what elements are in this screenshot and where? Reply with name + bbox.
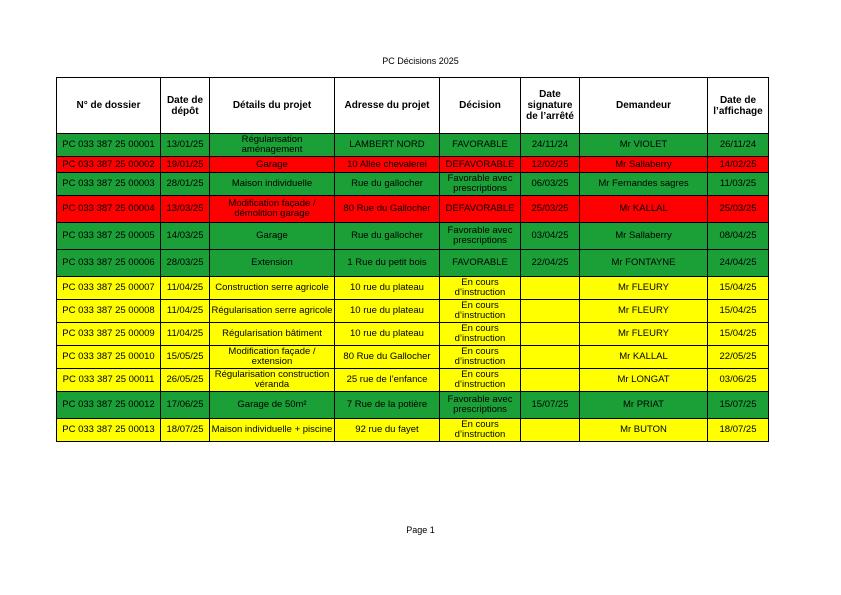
cell-details: Extension (210, 250, 335, 277)
cell-details: Maison individuelle + piscine (210, 419, 335, 442)
cell-depot: 28/03/25 (161, 250, 210, 277)
cell-demandeur: Mr VIOLET (580, 134, 708, 157)
table-row (57, 392, 769, 419)
cell-dossier: PC 033 387 25 00005 (57, 223, 161, 250)
cell-depot: 17/06/25 (161, 392, 210, 419)
cell-dossier: PC 033 387 25 00011 (57, 369, 161, 392)
cell-adresse: 80 Rue du Gallocher (335, 346, 440, 369)
cell-details: Garage de 50m² (210, 392, 335, 419)
table-row (57, 250, 769, 277)
cell-signature (521, 419, 580, 442)
cell-affichage: 22/05/25 (708, 346, 769, 369)
header-adresse: Adresse du projet (335, 78, 440, 134)
cell-depot: 19/01/25 (161, 157, 210, 173)
cell-decision: FAVORABLE (440, 250, 521, 277)
cell-adresse: LAMBERT NORD (335, 134, 440, 157)
cell-depot: 15/05/25 (161, 346, 210, 369)
cell-demandeur: Mr FLEURY (580, 277, 708, 300)
cell-demandeur: Mr FLEURY (580, 323, 708, 346)
table-row (57, 157, 769, 173)
cell-dossier: PC 033 387 25 00007 (57, 277, 161, 300)
cell-signature: 24/11/24 (521, 134, 580, 157)
cell-dossier: PC 033 387 25 00008 (57, 300, 161, 323)
cell-demandeur: Mr LONGAT (580, 369, 708, 392)
cell-decision: FAVORABLE (440, 134, 521, 157)
cell-decision: En cours d’instruction (440, 346, 521, 369)
cell-details: Régularisation bâtiment (210, 323, 335, 346)
cell-details: Maison individuelle (210, 173, 335, 196)
cell-affichage: 15/04/25 (708, 323, 769, 346)
cell-demandeur: Mr BUTON (580, 419, 708, 442)
header-date-signature: Date signature de l’arrêté (521, 78, 580, 134)
cell-demandeur: Mr FLEURY (580, 300, 708, 323)
cell-adresse: 1 Rue du petit bois (335, 250, 440, 277)
cell-demandeur: Mr Sallaberry (580, 157, 708, 173)
cell-decision: En cours d’instruction (440, 323, 521, 346)
cell-dossier: PC 033 387 25 00013 (57, 419, 161, 442)
cell-signature: 15/07/25 (521, 392, 580, 419)
cell-affichage: 15/04/25 (708, 300, 769, 323)
cell-demandeur: Mr Fernandes sagres (580, 173, 708, 196)
table-row (57, 173, 769, 196)
cell-signature: 25/03/25 (521, 196, 580, 223)
header-demandeur: Demandeur (580, 78, 708, 134)
cell-signature: 22/04/25 (521, 250, 580, 277)
cell-affichage: 15/07/25 (708, 392, 769, 419)
cell-affichage: 14/02/25 (708, 157, 769, 173)
table-row (57, 419, 769, 442)
cell-depot: 13/03/25 (161, 196, 210, 223)
table-header-row (57, 78, 769, 134)
cell-adresse: Rue du gallocher (335, 173, 440, 196)
cell-details: Construction serre agricole (210, 277, 335, 300)
cell-adresse: 10 rue du plateau (335, 300, 440, 323)
cell-signature: 12/02/25 (521, 157, 580, 173)
cell-depot: 11/04/25 (161, 323, 210, 346)
cell-details: Garage (210, 223, 335, 250)
cell-adresse: 7 Rue de la potière (335, 392, 440, 419)
table-row (57, 300, 769, 323)
header-date-depot: Date de dépôt (161, 78, 210, 134)
cell-details: Garage (210, 157, 335, 173)
cell-affichage: 26/11/24 (708, 134, 769, 157)
decisions-table (56, 77, 769, 442)
cell-signature: 06/03/25 (521, 173, 580, 196)
cell-dossier: PC 033 387 25 00004 (57, 196, 161, 223)
cell-signature (521, 300, 580, 323)
cell-signature: 03/04/25 (521, 223, 580, 250)
header-decision: Décision (440, 78, 521, 134)
cell-signature (521, 369, 580, 392)
cell-decision: En cours d’instruction (440, 419, 521, 442)
table-row (57, 196, 769, 223)
table-row (57, 223, 769, 250)
cell-affichage: 11/03/25 (708, 173, 769, 196)
cell-adresse: 80 Rue du Gallocher (335, 196, 440, 223)
cell-dossier: PC 033 387 25 00010 (57, 346, 161, 369)
cell-details: Modification façade / extension (210, 346, 335, 369)
cell-details: Modification façade / démolition garage (210, 196, 335, 223)
cell-dossier: PC 033 387 25 00003 (57, 173, 161, 196)
table-body (57, 134, 769, 442)
cell-demandeur: Mr Sallaberry (580, 223, 708, 250)
cell-signature (521, 323, 580, 346)
table-row (57, 369, 769, 392)
cell-adresse: 10 rue du plateau (335, 323, 440, 346)
header-details: Détails du projet (210, 78, 335, 134)
cell-depot: 26/05/25 (161, 369, 210, 392)
table-row (57, 346, 769, 369)
cell-adresse: 25 rue de l’enfance (335, 369, 440, 392)
cell-signature (521, 346, 580, 369)
cell-adresse: 10 Allée chevalerei (335, 157, 440, 173)
header-date-affichage: Date de l’affichage (708, 78, 769, 134)
cell-decision: En cours d’instruction (440, 277, 521, 300)
table-row (57, 277, 769, 300)
cell-details: Régularisation serre agricole (210, 300, 335, 323)
cell-decision: En cours d’instruction (440, 369, 521, 392)
cell-demandeur: Mr FONTAYNE (580, 250, 708, 277)
cell-depot: 11/04/25 (161, 300, 210, 323)
cell-details: Régularisation aménagement (210, 134, 335, 157)
cell-affichage: 15/04/25 (708, 277, 769, 300)
cell-dossier: PC 033 387 25 00002 (57, 157, 161, 173)
cell-dossier: PC 033 387 25 00001 (57, 134, 161, 157)
cell-depot: 13/01/25 (161, 134, 210, 157)
cell-affichage: 08/04/25 (708, 223, 769, 250)
cell-decision: En cours d’instruction (440, 300, 521, 323)
table-row (57, 134, 769, 157)
cell-depot: 18/07/25 (161, 419, 210, 442)
cell-depot: 14/03/25 (161, 223, 210, 250)
cell-dossier: PC 033 387 25 00006 (57, 250, 161, 277)
cell-signature (521, 277, 580, 300)
cell-dossier: PC 033 387 25 00012 (57, 392, 161, 419)
cell-decision: DEFAVORABLE (440, 196, 521, 223)
cell-decision: DEFAVORABLE (440, 157, 521, 173)
page-number: Page 1 (406, 525, 435, 535)
cell-demandeur: Mr PRIAT (580, 392, 708, 419)
cell-decision: Favorable avec prescriptions (440, 173, 521, 196)
cell-adresse: 92 rue du fayet (335, 419, 440, 442)
cell-decision: Favorable avec prescriptions (440, 223, 521, 250)
document-title: PC Décisions 2025 (382, 56, 459, 66)
cell-depot: 11/04/25 (161, 277, 210, 300)
table-row (57, 323, 769, 346)
cell-adresse: Rue du gallocher (335, 223, 440, 250)
cell-affichage: 25/03/25 (708, 196, 769, 223)
cell-affichage: 24/04/25 (708, 250, 769, 277)
cell-demandeur: Mr KALLAL (580, 346, 708, 369)
cell-demandeur: Mr KALLAL (580, 196, 708, 223)
cell-adresse: 10 rue du plateau (335, 277, 440, 300)
cell-depot: 28/01/25 (161, 173, 210, 196)
header-dossier: N° de dossier (57, 78, 161, 134)
cell-decision: Favorable avec prescriptions (440, 392, 521, 419)
cell-affichage: 18/07/25 (708, 419, 769, 442)
cell-dossier: PC 033 387 25 00009 (57, 323, 161, 346)
cell-affichage: 03/06/25 (708, 369, 769, 392)
cell-details: Régularisation construction véranda (210, 369, 335, 392)
